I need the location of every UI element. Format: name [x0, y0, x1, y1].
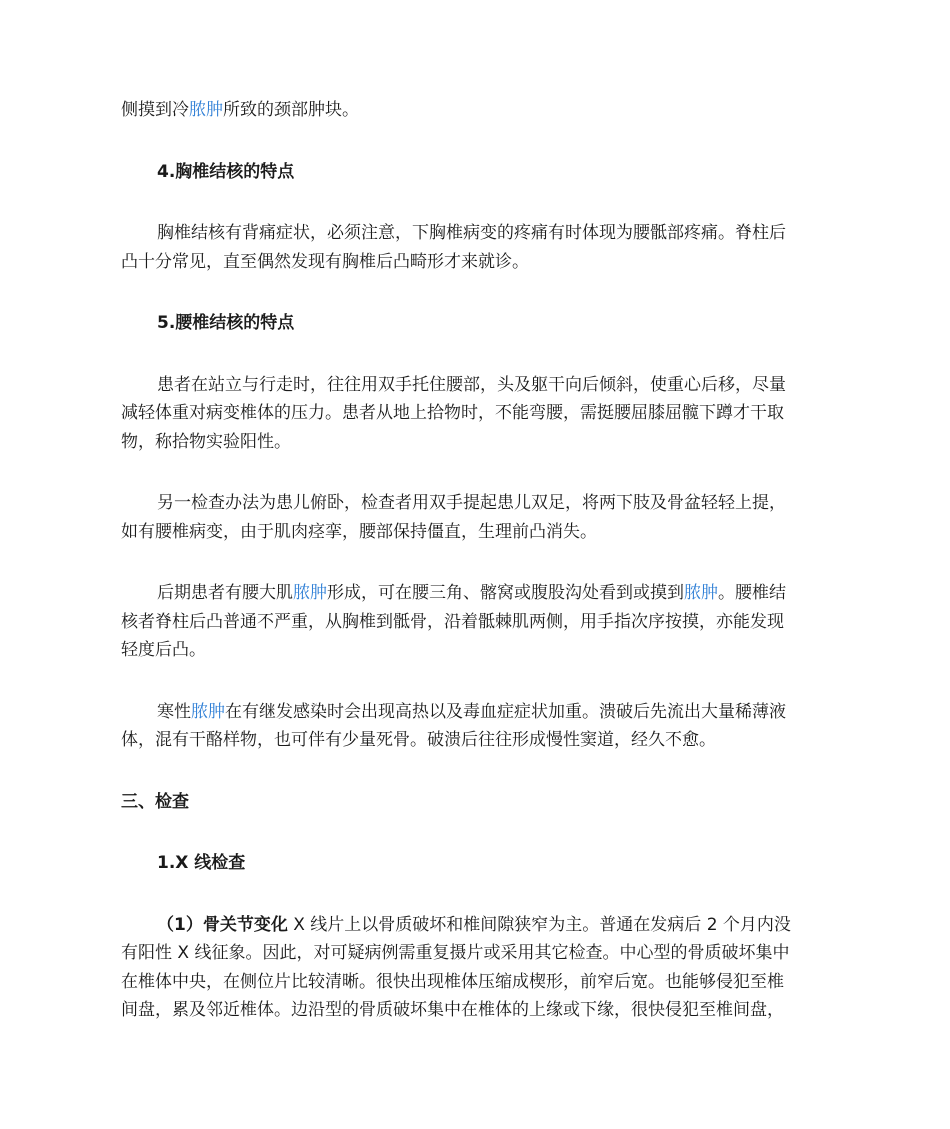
document-page [121, 96, 831, 1025]
text-line: 有阳性 X 线征象。因此，对可疑病例需重复摄片或采用其它检查。中心型的骨质破坏集中 [121, 943, 790, 963]
section-heading-examination: 三、检查 [121, 791, 189, 812]
text-line: 患者在站立与行走时，往往用双手托住腰部，头及躯干向后倾斜，使重心后移，尽量 [157, 374, 786, 395]
text-run: 所致的颈部肿块。 [223, 100, 359, 120]
text-line: 体，混有干酪样物，也可伴有少量死骨。破溃后往往形成慢性窦道，经久不愈。 [121, 730, 716, 750]
text-line: 在椎体中央，在侧位片比较清晰。很快出现椎体压缩成楔形，前窄后宽。也能够侵犯至椎 [121, 971, 784, 992]
text-run: X 线片上以骨质破坏和椎间隙狭窄为主。普通在发病后 2 个月内没 [287, 914, 791, 935]
paragraph-thoracic [121, 219, 831, 276]
text-line: 减轻体重对病变椎体的压力。患者从地上拾物时，不能弯腰，需挺腰屈膝屈髋下蹲才干取 [121, 403, 784, 423]
heading-thoracic: 4.胸椎结核的特点 [157, 161, 295, 182]
link-abscess[interactable]: 脓肿 [189, 100, 223, 120]
heading-xray: 1.X 线检查 [157, 853, 246, 873]
text-line [121, 96, 831, 125]
text-run: 。腰椎结 [718, 583, 786, 603]
text-run: 侧摸到冷 [121, 100, 189, 120]
subheading-bone-changes: （1）骨关节变化 [157, 914, 288, 935]
text-line: 轻度后凸。 [121, 640, 206, 660]
text-line [121, 911, 831, 940]
link-abscess[interactable]: 脓肿 [293, 583, 327, 603]
link-abscess[interactable]: 脓肿 [191, 701, 225, 722]
text-run: 寒性 [157, 701, 191, 722]
text-run: 后期患者有腰大肌 [157, 583, 293, 603]
text-line [121, 698, 831, 727]
text-line: 胸椎结核有背痛症状，必须注意，下胸椎病变的疼痛有时体现为腰骶部疼痛。脊柱后 [157, 223, 786, 243]
paragraph-neck-mass [121, 96, 831, 125]
heading-lumbar: 5.腰椎结核的特点 [157, 313, 295, 333]
paragraph-cold-abscess [121, 698, 831, 755]
text-line: 间盘，累及邻近椎体。边沿型的骨质破坏集中在椎体的上缘或下缘，很快侵犯至椎间盘， [121, 1000, 784, 1020]
text-line: 凸十分常见，直至偶然发现有胸椎后凸畸形才来就诊。 [121, 251, 529, 272]
text-line: 如有腰椎病变，由于肌肉痉挛，腰部保持僵直，生理前凸消失。 [121, 521, 597, 542]
link-abscess[interactable]: 脓肿 [684, 583, 718, 603]
paragraph-lumbar-posture [121, 371, 831, 457]
text-run: 在有继发感染时会出现高热以及毒血症症状加重。溃破后先流出大量稀薄液 [225, 701, 786, 722]
text-line [121, 579, 831, 608]
text-line: 物，称拾物实验阳性。 [121, 431, 291, 452]
text-line: 另一检查办法为患儿俯卧，检查者用双手提起患儿双足，将两下肢及骨盆轻轻上提， [157, 493, 786, 513]
paragraph-prone-test [121, 489, 831, 546]
paragraph-psoas-abscess [121, 579, 831, 665]
paragraph-bone-changes [121, 911, 831, 1025]
text-line: 核者脊柱后凸普通不严重，从胸椎到骶骨，沿着骶棘肌两侧，用手指次序按摸，亦能发现 [121, 611, 784, 632]
text-run: 形成，可在腰三角、髂窝或腹股沟处看到或摸到 [327, 583, 684, 603]
